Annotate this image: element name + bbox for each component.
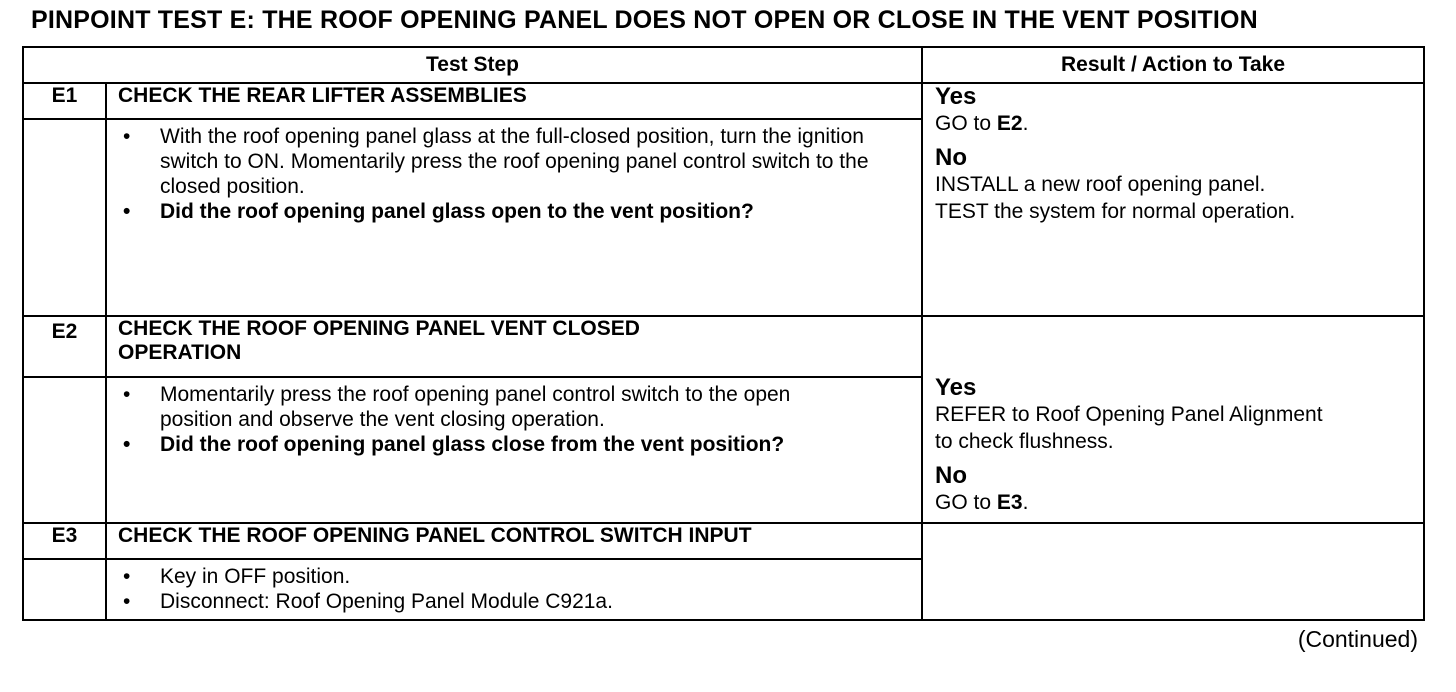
step-reference-link: E2 (996, 112, 1023, 135)
step-result (922, 523, 1424, 620)
result-no-label: No (935, 144, 967, 171)
step-body (106, 377, 922, 523)
result-no-action: INSTALL a new roof opening panel. (935, 173, 1266, 196)
step-question: • Did the roof opening panel glass open to the vent position? (123, 199, 911, 224)
result-no-action: GO to E3. (935, 491, 1029, 514)
step-body (106, 119, 922, 316)
step-bullet: • Key in OFF position. (123, 564, 911, 589)
step-heading-row (23, 83, 1424, 119)
step-heading-row (23, 316, 1424, 377)
result-column-header: Result / Action to Take (922, 47, 1424, 83)
result-yes-action: to check flushness. (935, 430, 1114, 453)
step-question: • Did the roof opening panel glass close from the vent position? (123, 432, 821, 457)
step-result (922, 83, 1424, 316)
step-heading: CHECK THE ROOF OPENING PANEL CONTROL SWITCH INPUT (106, 523, 922, 559)
step-heading: CHECK THE ROOF OPENING PANEL VENT CLOSED OPERATION (106, 316, 922, 377)
result-yes-label: Yes (935, 83, 977, 110)
step-reference-link: E3 (996, 491, 1023, 514)
page-title: PINPOINT TEST E: THE ROOF OPENING PANEL DOES NOT OPEN OR CLOSE IN THE VENT POSITION (31, 6, 1258, 34)
step-id: E1 (23, 83, 106, 119)
step-body (106, 559, 922, 620)
pinpoint-test-table (22, 46, 1425, 621)
step-bullet: • Disconnect: Roof Opening Panel Module C921a. (123, 589, 911, 614)
result-no-label: No (935, 462, 967, 489)
continued-label: (Continued) (1297, 626, 1418, 652)
step-heading-row (23, 523, 1424, 559)
result-yes-action: REFER to Roof Opening Panel Alignment (935, 403, 1323, 426)
table-header-row (23, 47, 1424, 83)
step-id: E2 (23, 316, 106, 377)
result-yes-action: GO to E2. (935, 112, 1029, 135)
step-bullet: • Momentarily press the roof opening panel control switch to the open position and observe the vent closing operation. (123, 382, 821, 432)
result-yes-label: Yes (935, 374, 977, 401)
step-bullet: • With the roof opening panel glass at the full-closed position, turn the ignition switch to ON. Momentarily press the roof opening panel control switch to the closed position. (123, 124, 911, 199)
test-step-column-header: Test Step (23, 47, 922, 83)
step-id: E3 (23, 523, 106, 559)
step-heading: CHECK THE REAR LIFTER ASSEMBLIES (106, 83, 922, 119)
step-result (922, 316, 1424, 523)
result-no-action: TEST the system for normal operation. (935, 200, 1296, 223)
